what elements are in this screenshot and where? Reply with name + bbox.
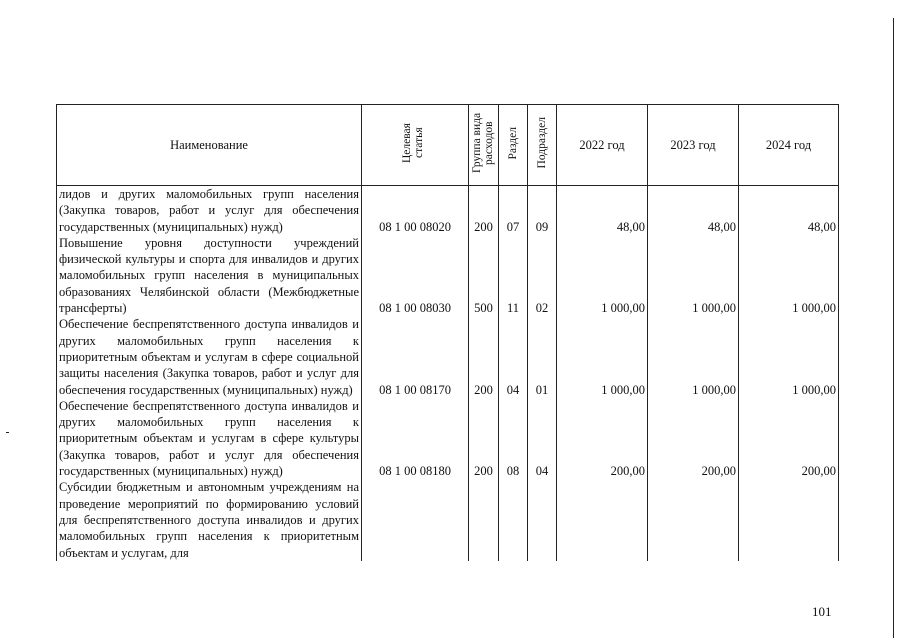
- header-2022: 2022 год: [557, 105, 648, 186]
- page-number: 101: [812, 604, 832, 619]
- row-name: Повышение уровня доступности учреждений физической культуры и спорта для инвалидов и других маломобильных групп населения в муниципальных образованиях Челябинской области (Межбюджетные трансферты): [57, 235, 362, 316]
- row-subsection: 09: [528, 186, 557, 235]
- row-2023: 1 000,00: [648, 235, 739, 316]
- row-2024: 200,00: [739, 398, 839, 479]
- row-2022: [557, 479, 648, 560]
- row-section: 07: [499, 186, 528, 235]
- row-group: 200: [469, 398, 499, 479]
- row-2022: 48,00: [557, 186, 648, 235]
- row-section: 08: [499, 398, 528, 479]
- row-2024: 48,00: [739, 186, 839, 235]
- row-target: 08 1 00 08030: [362, 235, 469, 316]
- header-section: Раздел: [499, 105, 528, 186]
- row-subsection: [528, 479, 557, 560]
- row-target: 08 1 00 08170: [362, 316, 469, 397]
- row-2023: 1 000,00: [648, 316, 739, 397]
- row-group: [469, 479, 499, 560]
- header-2023: 2023 год: [648, 105, 739, 186]
- table-row: [57, 186, 839, 235]
- row-subsection: 04: [528, 398, 557, 479]
- table-header-row: [57, 105, 839, 186]
- row-group: 500: [469, 235, 499, 316]
- row-target: 08 1 00 08180: [362, 398, 469, 479]
- row-name: Обеспечение беспрепятственного доступа инвалидов и других маломобильных групп населения к приоритетным объектам и услугам в сфере культуры (Закупка товаров, работ и услуг для обеспечения государственных (муниципальных) нужд): [57, 398, 362, 479]
- row-section: [499, 479, 528, 560]
- row-2022: 1 000,00: [557, 235, 648, 316]
- header-2024: 2024 год: [739, 105, 839, 186]
- row-2024: 1 000,00: [739, 235, 839, 316]
- header-target: Целевая статья: [362, 105, 469, 186]
- row-name: Субсидии бюджетным и автономным учреждениям на проведение мероприятий по формированию условий для беспрепятственного доступа инвалидов и других маломобильных групп населения к приоритетным объектам и услугам, для: [57, 479, 362, 560]
- row-subsection: 01: [528, 316, 557, 397]
- row-target: 08 1 00 08020: [362, 186, 469, 235]
- header-expense-group: Группа вида расходов: [469, 105, 499, 186]
- row-2022: 1 000,00: [557, 316, 648, 397]
- row-2023: 200,00: [648, 398, 739, 479]
- row-2022: 200,00: [557, 398, 648, 479]
- row-2024: [739, 479, 839, 560]
- table-row: [57, 398, 839, 479]
- table-row: [57, 479, 839, 560]
- row-group: 200: [469, 186, 499, 235]
- row-target: [362, 479, 469, 560]
- row-name: Обеспечение беспрепятственного доступа инвалидов и других маломобильных групп населения к приоритетным объектам и услугам в сфере социальной защиты населения (Закупка товаров, работ и услуг для обеспечения государственных (муниципальных) нужд): [57, 316, 362, 397]
- row-subsection: 02: [528, 235, 557, 316]
- page-edge-line: [893, 18, 894, 638]
- row-2023: 48,00: [648, 186, 739, 235]
- row-2024: 1 000,00: [739, 316, 839, 397]
- row-section: 11: [499, 235, 528, 316]
- row-group: 200: [469, 316, 499, 397]
- table-row: [57, 235, 839, 316]
- header-subsection: Подраздел: [528, 105, 557, 186]
- header-name: Наименование: [57, 105, 362, 186]
- budget-table: [56, 104, 839, 561]
- row-name: лидов и других маломобильных групп населения (Закупка товаров, работ и услуг для обеспечения государственных (муниципальных) нужд): [57, 186, 362, 235]
- table-row: [57, 316, 839, 397]
- row-2023: [648, 479, 739, 560]
- scan-mark: [6, 432, 9, 433]
- row-section: 04: [499, 316, 528, 397]
